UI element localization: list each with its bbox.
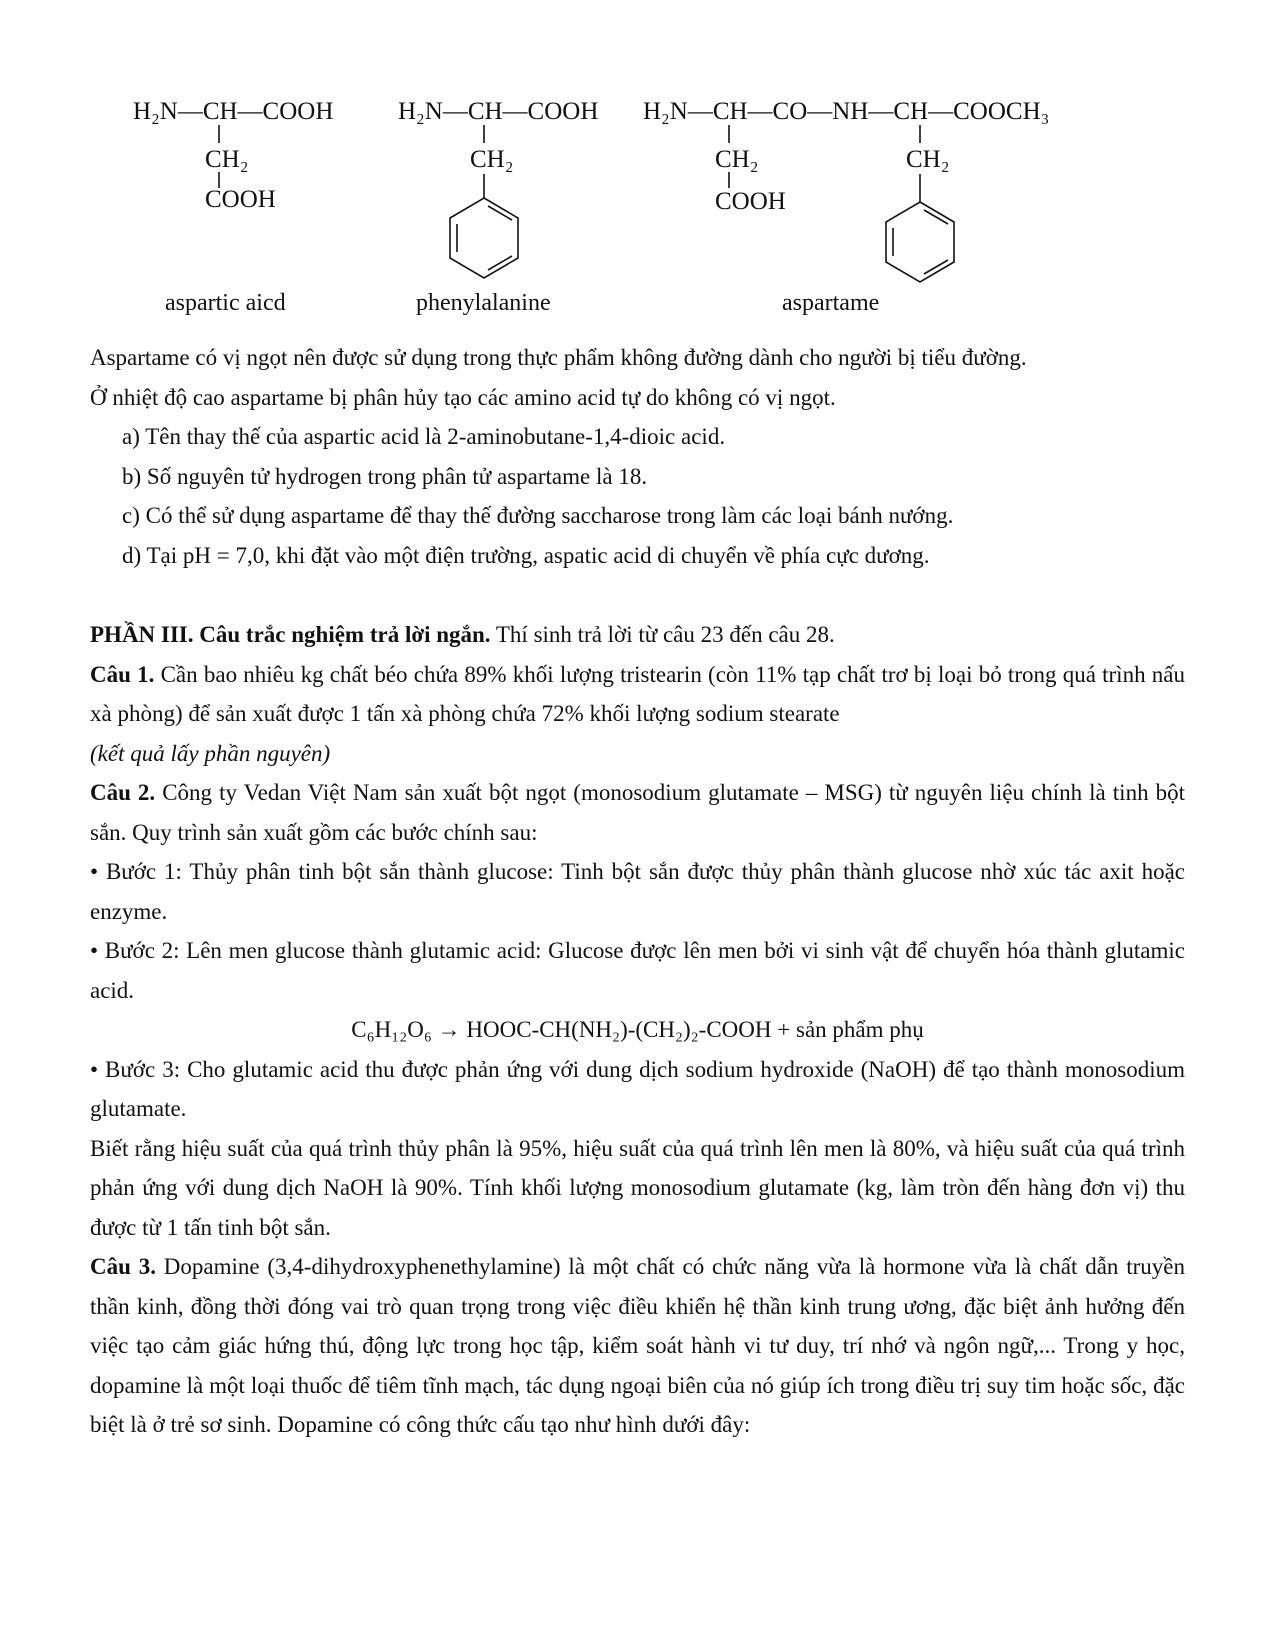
- part3-instruction: Thí sinh trả lời từ câu 23 đến câu 28.: [490, 622, 835, 647]
- question-2-label: Câu 2.: [90, 780, 156, 805]
- intro-line-2: Ở nhiệt độ cao aspartame bị phân hủy tạo các amino acid tự do không có vị ngọt.: [90, 384, 836, 410]
- phenylalanine-ch2: CH₂: [470, 146, 514, 173]
- phenylalanine-structure: [398, 98, 598, 316]
- phenylalanine-main-chain: H₂N—CH—COOH: [398, 98, 599, 125]
- phenylalanine-label: phenylalanine: [416, 290, 551, 316]
- aspartame-ch2-left: CH₂: [715, 146, 759, 173]
- question-2-conclusion: Biết rằng hiệu suất của quá trình thủy phân là 95%, hiệu suất của quá trình lên men là 80%, và hiệu suất của quá trình phản ứng với dung dịch NaOH là 90%. Tính khối lượng monosodium glutamate (kg, làm tròn đến hàng đơn vị) thu được từ 1 tấn tinh bột sắn.: [90, 1135, 1185, 1240]
- statement-d: d) Tại pH = 7,0, khi đặt vào một điện trường, aspatic acid di chuyển về phía cực dương.: [122, 542, 930, 568]
- question-1-text: Cần bao nhiêu kg chất béo chứa 89% khối lượng tristearin (còn 11% tạp chất trơ bị loại bỏ trong quá trình nấu xà phòng) để sản xuất được 1 tấn xà phòng chứa 72% khối lượng sodium stearate: [90, 661, 1185, 726]
- question-3-label: Câu 3.: [90, 1254, 156, 1279]
- statement-b: b) Số nguyên tử hydrogen trong phân tử aspartame là 18.: [122, 463, 648, 489]
- question-2-step-1: • Bước 1: Thủy phân tinh bột sắn thành glucose: Tinh bột sắn được thủy phân thành glucose nhờ xúc tác axit hoặc enzyme.: [90, 859, 1185, 924]
- question-1-note-line: [90, 734, 1185, 774]
- question-2: [90, 773, 1185, 852]
- question-1-label: Câu 1.: [90, 661, 155, 687]
- question-1-note: (kết quả lấy phần nguyên): [90, 740, 331, 766]
- aspartic-label: aspartic aicd: [165, 290, 286, 316]
- structural-formulas: [0, 92, 1275, 332]
- document-body: [90, 338, 1185, 1445]
- part3-heading-line: [90, 615, 1185, 655]
- question-2-step-3: • Bước 3: Cho glutamic acid thu được phản ứng với dung dịch sodium hydroxide (NaOH) để tạo thành monosodium glutamate.: [90, 1056, 1185, 1121]
- statement-a: a) Tên thay thế của aspartic acid là 2-aminobutane-1,4-dioic acid.: [122, 424, 726, 449]
- question-3: [90, 1247, 1185, 1445]
- aspartame-main-chain: H₂N—CH—CO—NH—CH—COOCH₃: [643, 98, 1050, 125]
- aspartame-cooh: COOH: [715, 188, 786, 215]
- aspartic-acid-structure: [133, 98, 333, 316]
- question-2-text: Công ty Vedan Việt Nam sản xuất bột ngọt (monosodium glutamate – MSG) từ nguyên liệu chính là tinh bột sắn. Quy trình sản xuất gồm các bước chính sau:: [90, 780, 1185, 845]
- question-2-step-2: • Bước 2: Lên men glucose thành glutamic acid: Glucose được lên men bởi vi sinh vật để chuyển hóa thành glutamic acid.: [90, 938, 1185, 1003]
- question-2-equation: C₆H₁₂O₆ → HOOC-CH(NH₂)-(CH₂)₂-COOH + sản phẩm phụ: [351, 1017, 924, 1042]
- aspartic-ch2: CH₂: [205, 146, 249, 173]
- intro-line-1: Aspartame có vị ngọt nên được sử dụng trong thực phẩm không đường dành cho người bị tiểu đường.: [90, 345, 1027, 370]
- statement-c: c) Có thể sử dụng aspartame để thay thế đường saccharose trong làm các loại bánh nướng.: [122, 503, 954, 528]
- aspartame-structure: [643, 98, 1049, 316]
- aspartic-main-chain: H₂N—CH—COOH: [133, 98, 334, 125]
- question-3-text: Dopamine (3,4-dihydroxyphenethylamine) là một chất có chức năng vừa là hormone vừa là chất dẫn truyền thần kinh, đồng thời đóng vai trò quan trọng trong việc điều khiển hệ thần kinh trung ương, đặc biệt ảnh hưởng đến việc tạo cảm giác hứng thú, động lực trong học tập, kiểm soát hành vi tư duy, trí nhớ và ngôn ngữ,... Trong y học, dopamine là một loại thuốc để tiêm tĩnh mạch, tác dụng ngoại biên của nó giúp ích trong điều trị suy tim hoặc sốc, đặc biệt là ở trẻ sơ sinh. Dopamine có công thức cấu tạo như hình dưới đây:: [90, 1254, 1185, 1437]
- question-1: [90, 655, 1185, 734]
- aspartame-ch2-right: CH₂: [906, 146, 950, 173]
- aspartame-label: aspartame: [782, 290, 880, 316]
- aspartic-cooh: COOH: [205, 186, 276, 213]
- part3-heading: PHẦN III. Câu trắc nghiệm trả lời ngắn.: [90, 622, 491, 647]
